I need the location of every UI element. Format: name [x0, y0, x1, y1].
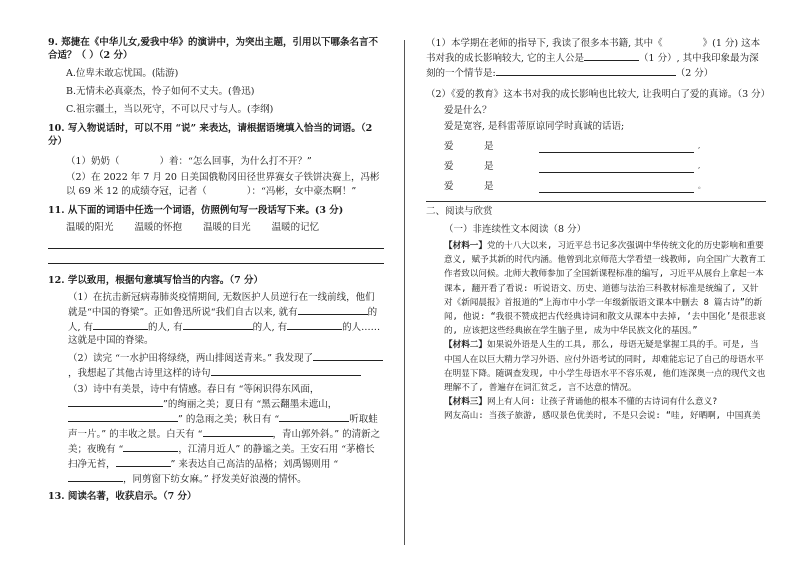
r1-text: （1）本学期在老师的指导下, 我读了很多本书籍, 其中《 — [426, 38, 663, 49]
q11-title: 11. 从下面的词语中任选一个词语，仿照例句写一段话写下来。(3 分) — [48, 205, 344, 216]
q12-blank[interactable] — [203, 426, 273, 437]
q10-blank1[interactable] — [120, 154, 160, 164]
q12-p3-text: （3）诗中有美景，诗中有情感。春日有 “等闲识得东风面， — [68, 384, 320, 395]
material-three — [426, 395, 766, 409]
q12-p3-text: ，青山郭外斜。” 的清新之美；夜晚有 “ — [68, 429, 381, 455]
q12-blank[interactable] — [116, 456, 171, 467]
q12-p3-text: ”的绚丽之美；夏日有 “黑云翻墨未遮山， — [163, 399, 338, 410]
is-word: 是 — [484, 141, 494, 152]
comma-mark: 。 — [698, 182, 705, 190]
protagonist-blank[interactable] — [584, 50, 639, 61]
q12-p3-text: ” 来表达自己高洁的品格；刘禹锡则用 “ — [170, 459, 339, 470]
q11-word: 温暖的怀抱 — [134, 222, 183, 233]
q10-part1-tail: ）着：“怎么回事，为什么打不开？” — [159, 156, 312, 167]
material-two — [426, 338, 766, 395]
q10-title: 10. 写入物说话时，可以不用 “说” 来表达，请根据语境填入恰当的词语。（2 分） — [48, 123, 373, 147]
q9-title: 9. 郑捷在《中华儿女,爱我中华》的演讲中，为突出主题，引用以下哪条名言不合适？（ ）（2 分） — [48, 37, 379, 61]
column-divider — [404, 40, 405, 545]
q12-p3-text: ” 的急雨之美；秋日有 “ — [178, 414, 280, 425]
love-word: 爱 — [444, 161, 454, 172]
q9-option-b: B.无情未必真豪杰，怜子如何不丈夫。(鲁迅) — [66, 86, 255, 97]
q12-p2-text: ，我想起了其他古诗里这样的诗句 — [68, 368, 211, 379]
q12-blank[interactable] — [211, 365, 361, 376]
q12-blank[interactable] — [279, 411, 349, 422]
q11-word: 温暖的记忆 — [271, 222, 320, 233]
q12-part3 — [48, 383, 384, 486]
is-word: 是 — [484, 181, 494, 192]
q9-option-c: C.祖宗疆土，当以死守，不可以尺寸与人。(李纲) — [66, 104, 274, 115]
q12-p3-text: 听取蛙声一片。” 的丰收之景。白天有 “ — [68, 414, 378, 440]
material-one-label: 【材料一】 — [444, 241, 487, 251]
q12-p1-text: 的人, 有 — [252, 322, 288, 333]
q12-p1-text: 的人, 有 — [148, 322, 183, 333]
q12-blank[interactable] — [68, 411, 178, 422]
q11-words — [48, 221, 384, 234]
q12-blank[interactable] — [183, 319, 253, 330]
r1-text: 》(1 分) 这本书对我的成长影响较大, 它的主人公是 — [426, 38, 761, 64]
q13-part2: （2）《爱的教育》这本书对我的成长影响也比较大, 让我明白了爱的真谛。（3 分） — [426, 89, 771, 100]
q12-blank[interactable] — [313, 350, 383, 361]
material-one-text: 党的十八大以来, 习近平总书记多次强调中华传统文化的历史影响和重要意义, 赋予其新的时代内涵。他曾到北京师范大学看望一线教师, 向全国广大教育工作者致以问候。北师大教师参加了全国新课程标准的编写, 习近平从展台上拿起一本课本, 翻开看了看说: 听说语文、历史、道德与法治三科教材标准是统编了, 又针对《新闻晨报》首报道的“上海市中小学一年级新版语文课本中删去 8 篇古诗”的新闻, 他说: “我很不赞成把古代经典诗词和散文从课本中去掉, ‘去中国化’是很悲哀的, 应该把这些经典嵌在学生脑子里, 成为中华民族文化的基因。” — [444, 241, 766, 337]
love-prompt: 爱是宽容, 是科雷蒂原谅同学时真诚的话语; — [444, 121, 625, 132]
right-column — [426, 36, 771, 424]
q13-title: 13. 阅读名著，收获启示。（7 分） — [48, 491, 197, 502]
q12-blank[interactable] — [68, 471, 123, 482]
love-word: 爱 — [444, 141, 454, 152]
q12-blank[interactable] — [287, 319, 342, 330]
q11-answer-line[interactable] — [48, 253, 384, 264]
q11-answer-line[interactable] — [48, 238, 384, 249]
material-three-label: 【材料三】 — [444, 397, 487, 408]
q10-part1-lead: （1）奶奶（ — [66, 156, 120, 167]
q9-option-a: A.位卑未敢忘忧国。(陆游) — [66, 68, 179, 79]
q12-blank[interactable] — [93, 319, 148, 330]
q12-p1-text: 的人, 有 — [68, 307, 378, 333]
q12-p2-text: （2）读完 “一水护田将绿绕，两山排闼送青来。” 我发现了 — [68, 353, 314, 364]
section-title: 二、阅读与欣赏 — [426, 201, 766, 218]
love-blank[interactable] — [539, 162, 694, 173]
comma-mark: , — [698, 142, 701, 150]
q12-p3-text: ，同剪窗下纺女麻。” 抒发美好浪漫的情怀。 — [123, 474, 307, 485]
comma-mark: , — [698, 162, 701, 170]
q11-word: 温暖的阳光 — [66, 222, 114, 233]
r1-text: （1 分）, 其中我印象最为深刻的一个情节是: — [426, 53, 759, 79]
q12-blank[interactable] — [123, 441, 178, 452]
q10-part2-tail: ）：“冯彬，女中豪杰啊！” — [246, 186, 357, 197]
love-word: 爱 — [444, 181, 454, 192]
love-line — [426, 140, 766, 153]
q12-blank[interactable] — [68, 396, 163, 407]
left-column — [48, 36, 384, 503]
q12-p3-text: ，江清月近人” 的静谧之美。王安石用 “茅檐长扫净无苔， — [68, 444, 375, 470]
plot-blank[interactable] — [496, 65, 676, 76]
q13-part1 — [426, 36, 766, 80]
q10-part1 — [48, 154, 384, 168]
subsection-title: （一）非连续性文本阅读（8 分） — [444, 224, 587, 235]
r1-text: （2 分） — [675, 68, 714, 79]
q10-part2 — [48, 171, 384, 198]
is-word: 是 — [484, 161, 494, 172]
love-blank[interactable] — [539, 182, 694, 193]
love-line — [426, 160, 766, 173]
q12-title: 12. 学以致用，根据句意填写恰当的内容。（7 分） — [48, 275, 264, 286]
book-title-blank[interactable] — [663, 36, 703, 46]
q12-part2 — [48, 350, 384, 380]
love-line — [426, 180, 766, 193]
q12-p1-text: （1）在抗击新冠病毒肺炎疫情期间, 无数医护人员逆行在一线前线，他们就是“中国的脊梁”。正如鲁迅所说“我们自古以来, 就有 — [68, 292, 375, 318]
material-three-reply: 网友高山: 当孩子旅游, 感叹景色优美时, 不是只会说: “哇, 好晒啊, 中国真美 — [444, 411, 761, 422]
material-one — [426, 239, 766, 338]
material-three-text: 网上有人问: 让孩子背诵他的根本不懂的古诗词有什么意义? — [486, 397, 718, 408]
q12-blank[interactable] — [298, 304, 368, 315]
q11-word: 温暖的目光 — [203, 222, 251, 233]
love-blank[interactable] — [539, 142, 694, 153]
material-two-text: 如果说外语是人生的工具, 那么, 母语无疑是掌握工具的手。可是, 当中国人在以巨大精力学习外语、应付外语考试的同时, 却难能忘记了自己的母语水平在明显下降。随调查发现, 中小学生母语水平不容乐观, 他们连深奥一点的现代文也理解不了, 普遍存在词汇贫乏, 言不达意的情况。 — [444, 340, 766, 394]
q10-part2-lead: （2）在 2022 年 7 月 20 日美国俄勒冈田径世界赛女子铁饼决赛上，冯彬以 69 米 12 的成绩夺冠，记者（ — [66, 172, 380, 197]
q12-part1 — [48, 291, 384, 347]
love-question: 爱是什么？ — [444, 105, 492, 116]
q12-p1-text: 的人……这就是中国的脊梁。 — [68, 322, 381, 346]
material-two-label: 【材料二】 — [444, 340, 487, 351]
q10-blank2[interactable] — [207, 184, 247, 194]
